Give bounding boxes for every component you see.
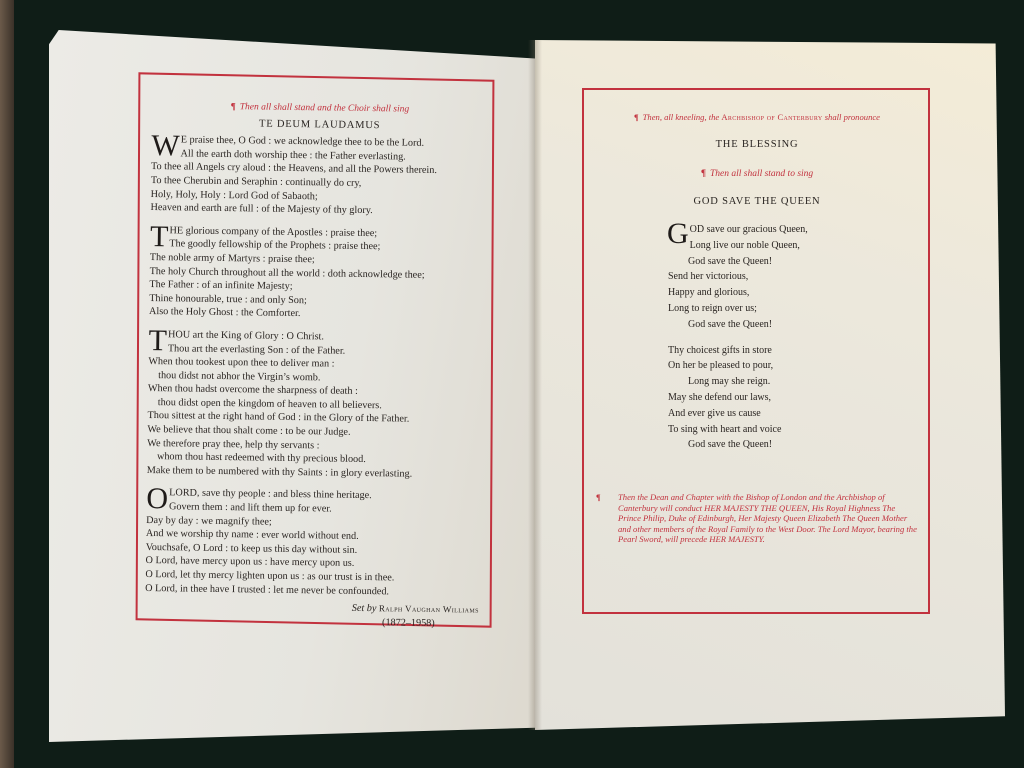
te-deum-section xyxy=(145,100,488,631)
verse-line: O Lord, have mercy upon us : have mercy upon us. xyxy=(145,555,355,570)
verse-line: We believe that thou shalt come : to be our Judge. xyxy=(147,424,351,438)
anthem-verse-1 xyxy=(667,217,808,333)
anthem-line: OD save our gracious Queen, xyxy=(689,224,808,235)
verse-line: All the earth doth worship thee : the Father everlasting. xyxy=(180,148,406,163)
rubric-text: Then all shall stand to sing xyxy=(709,169,814,179)
national-anthem xyxy=(667,217,808,453)
anthem-line: On her be pleased to pour, xyxy=(668,360,774,372)
verse-line: The holy Church throughout all the world : doth acknowledge thee; xyxy=(149,265,425,281)
anthem-line: And ever give us cause xyxy=(668,407,761,419)
verse-line: Also the Holy Ghost : the Comforter. xyxy=(148,306,301,320)
anthem-line: God save the Queen! xyxy=(688,255,773,267)
verse-line: Heaven and earth are full : of the Majesty of thy glory. xyxy=(150,202,373,217)
verse-line: Make them to be numbered with thy Saints : in glory everlasting. xyxy=(146,464,413,480)
anthem-line: God save the Queen! xyxy=(688,439,773,451)
pilcrow-icon: ¶ xyxy=(596,492,601,502)
verse-line: thou didst not abhor the Virgin’s womb. xyxy=(158,369,321,384)
verse-line: Holy, Holy, Holy : Lord God of Sabaoth; xyxy=(150,188,318,202)
anthem-line: Long may she reign. xyxy=(688,376,771,388)
booklet-spine xyxy=(528,40,542,730)
dropcap: T xyxy=(149,219,169,253)
dropcap: T xyxy=(148,323,168,358)
blessing-title: THE BLESSING xyxy=(715,139,799,150)
composer-dates: (1872–1958) xyxy=(382,617,435,629)
verse-line: HE glorious company of the Apostles : praise thee; xyxy=(169,225,378,239)
verse-line: LORD, save thy people : and bless thine heritage. xyxy=(169,487,372,502)
verse-line: thou didst open the kingdom of heaven to all believers. xyxy=(157,396,382,412)
anthem-line: May she defend our laws, xyxy=(668,391,772,403)
rubric-kneeling xyxy=(596,112,918,122)
stanza-1 xyxy=(150,129,487,219)
anthem-line: Send her victorious, xyxy=(668,271,749,283)
pilcrow-icon: ¶ xyxy=(230,102,236,113)
verse-line: We therefore pray thee, help thy servants : xyxy=(147,437,320,452)
te-deum-title: TE DEUM LAUDAMUS xyxy=(258,118,381,131)
verse-line: To thee Cherubin and Seraphin : continually do cry, xyxy=(150,174,362,189)
verse-line: O Lord, in thee have I trusted : let me never be confounded. xyxy=(145,582,390,597)
verse-line: The goodly fellowship of the Prophets : praise thee; xyxy=(169,238,381,253)
pilcrow-icon: ¶ xyxy=(700,169,706,179)
rubric-text: Then, all kneeling, the xyxy=(642,112,720,122)
verse-line: And we worship thy name : ever world without end. xyxy=(145,528,359,543)
verse-line: Day by day : we magnify thee; xyxy=(146,514,272,528)
anthem-verse-2 xyxy=(668,343,798,454)
stanza-3 xyxy=(146,323,485,482)
anthem-title: GOD SAVE THE QUEEN xyxy=(693,196,821,207)
verse-line: Thou art the everlasting Son : of the Father. xyxy=(167,342,346,357)
rubric-archbishop: Archbishop of Canterbury xyxy=(721,112,823,122)
verse-line: The Father : of an infinite Majesty; xyxy=(149,279,293,293)
verse-line: HOU art the King of Glory : O Christ. xyxy=(167,329,325,343)
anthem-line: Long to reign over us; xyxy=(668,302,757,314)
verse-line: O Lord, let thy mercy lighten upon us : as our trust is in thee. xyxy=(145,568,395,584)
blessing-section xyxy=(596,112,918,207)
verse-line: Govern them : and lift them up for ever. xyxy=(168,501,332,515)
anthem-line: Long live our noble Queen, xyxy=(689,239,800,251)
dropcap: W xyxy=(151,129,180,163)
verse-line: Thou sittest at the right hand of God : in the Glory of the Father. xyxy=(147,410,410,426)
anthem-line: To sing with heart and voice xyxy=(668,423,782,435)
rubric-stand xyxy=(596,169,918,179)
pilcrow-icon: ¶ xyxy=(633,112,639,122)
anthem-line: God save the Queen! xyxy=(688,318,773,330)
stanza-2 xyxy=(148,219,486,324)
composer-name: Ralph Vaughan Williams xyxy=(378,603,479,615)
carpet-edge xyxy=(0,0,14,768)
verse-line: To thee all Angels cry aloud : the Heavens, and all the Powers therein. xyxy=(150,161,437,177)
verse-line: whom thou hast redeemed with thy precious blood. xyxy=(156,451,366,466)
verse-line: When thou hadst overcome the sharpness of death : xyxy=(147,383,358,398)
verse-line: The noble army of Martyrs : praise thee; xyxy=(149,251,315,266)
set-by-label: Set by xyxy=(351,603,377,615)
anthem-line: Happy and glorious, xyxy=(668,287,750,299)
verse-line: Vouchsafe, O Lord : to keep us this day without sin. xyxy=(145,541,358,556)
procession-text: Then the Dean and Chapter with the Bishop of London and the Archbishop of Canterbury will conduct HER MAJESTY THE QUEEN, His Royal Highness The Prince Philip, Duke of Edinburgh, Her Majesty Queen Elizabeth The Queen Mother and other members of the Royal Family to the West Door. The Lord Mayor, bearing the Pearl Sword, will precede HER MAJESTY. xyxy=(618,492,917,545)
anthem-line: Thy choicest gifts in store xyxy=(668,344,772,356)
dropcap: O xyxy=(146,482,169,516)
procession-rubric xyxy=(596,492,918,545)
stanza-4 xyxy=(145,482,482,599)
rubric-text: shall pronounce xyxy=(824,112,880,122)
verse-line: When thou tookest upon thee to deliver man : xyxy=(148,356,335,370)
dropcap: G xyxy=(667,217,689,250)
rubric-text: Then all shall stand and the Choir shall sing xyxy=(239,102,410,115)
verse-line: E praise thee, O God : we acknowledge thee to be the Lord. xyxy=(180,134,425,149)
verse-line: Thine honourable, true : and only Son; xyxy=(149,292,307,306)
